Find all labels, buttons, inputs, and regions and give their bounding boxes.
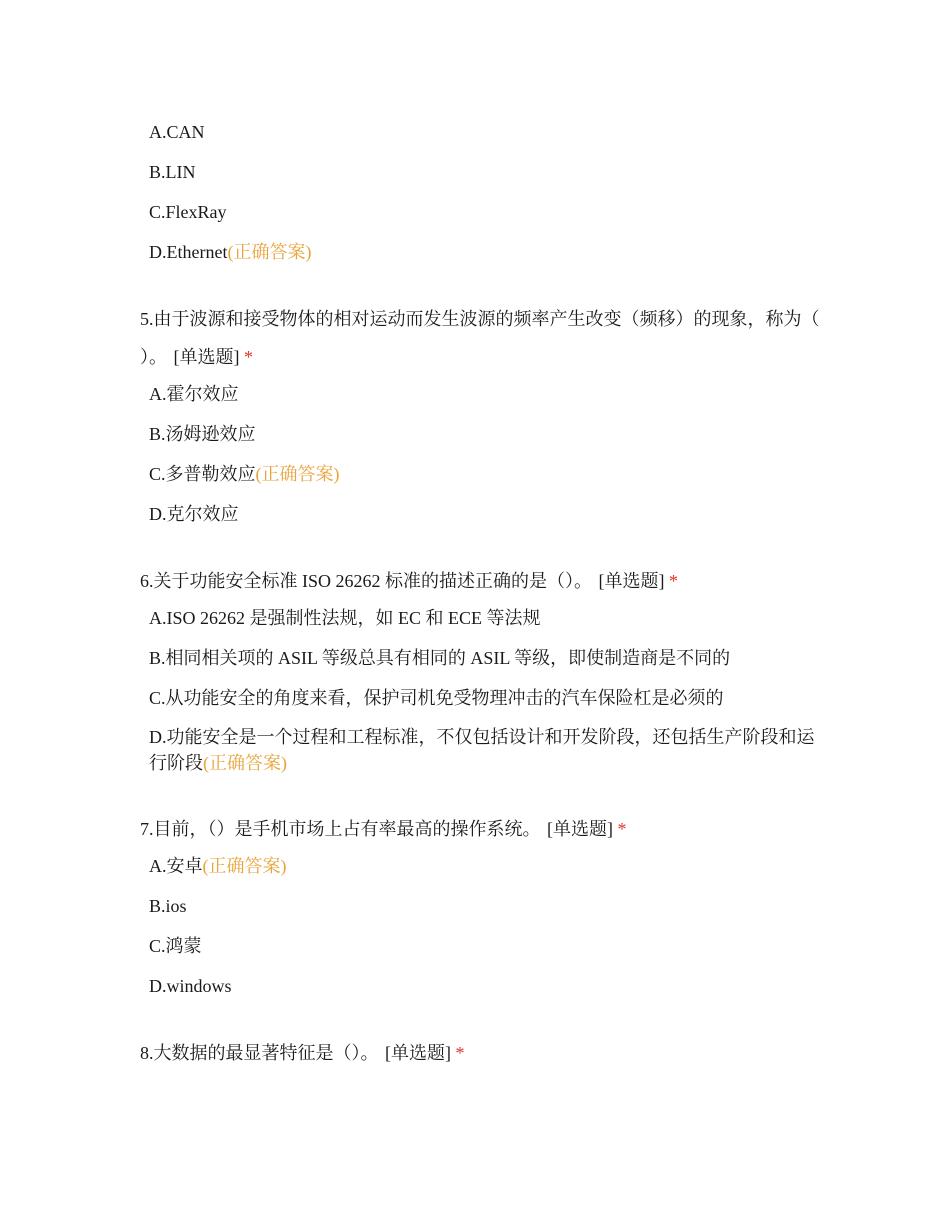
correct-answer-label: (正确答案) bbox=[255, 464, 340, 484]
q4-option-b: B.LIN bbox=[149, 162, 196, 182]
q5-options bbox=[149, 380, 820, 528]
q4-option-a: A.CAN bbox=[149, 122, 205, 142]
q6-options bbox=[149, 604, 820, 776]
q6-text: 6.关于功能安全标准 ISO 26262 标准的描述正确的是（）。 bbox=[140, 571, 593, 591]
q7-option-c: C.鸿蒙 bbox=[149, 936, 202, 956]
required-mark: * bbox=[455, 1043, 465, 1063]
q5-option-d: D.克尔效应 bbox=[149, 504, 239, 524]
q6-option-d: D.功能安全是一个过程和工程标准，不仅包括设计和开发阶段，还包括生产阶段和运行阶段(正确答案) bbox=[149, 727, 815, 773]
q6-option-c: C.从功能安全的角度来看，保护司机免受物理冲击的汽车保险杠是必须的 bbox=[149, 688, 724, 708]
q5-text: 5.由于波源和接受物体的相对运动而发生波源的频率产生改变（频移）的现象，称为（ ）。 bbox=[140, 309, 820, 367]
q7-type: [单选题] bbox=[547, 819, 613, 839]
q4-option-c: C.FlexRay bbox=[149, 202, 227, 222]
q7-question bbox=[140, 810, 820, 848]
q4-option-d: D.Ethernet(正确答案) bbox=[149, 242, 312, 262]
q5-option-a: A.霍尔效应 bbox=[149, 384, 239, 404]
q7-option-b: B.ios bbox=[149, 896, 187, 916]
q5-type: [单选题] bbox=[173, 347, 240, 367]
q6-option-a: A.ISO 26262 是强制性法规，如 EC 和 ECE 等法规 bbox=[149, 608, 541, 628]
q6-option-b: B.相同相关项的 ASIL 等级总具有相同的 ASIL 等级，即使制造商是不同的 bbox=[149, 648, 731, 668]
q4-options bbox=[149, 118, 820, 266]
q7-option-d: D.windows bbox=[149, 976, 232, 996]
q5-question bbox=[140, 300, 820, 376]
quiz-content bbox=[140, 118, 820, 1076]
q6-question bbox=[140, 562, 820, 600]
q5-option-c: C.多普勒效应(正确答案) bbox=[149, 464, 340, 484]
q5-option-b: B.汤姆逊效应 bbox=[149, 424, 256, 444]
q7-text: 7.目前，（）是手机市场上占有率最高的操作系统。 bbox=[140, 819, 541, 839]
q7-option-a: A.安卓(正确答案) bbox=[149, 856, 287, 876]
q8-type: [单选题] bbox=[385, 1043, 451, 1063]
q8-question bbox=[140, 1034, 820, 1072]
required-mark: * bbox=[617, 819, 627, 839]
q8-text: 8.大数据的最显著特征是（）。 bbox=[140, 1043, 379, 1063]
correct-answer-label: (正确答案) bbox=[203, 753, 287, 773]
q7-options bbox=[149, 852, 820, 1000]
required-mark: * bbox=[669, 571, 679, 591]
correct-answer-label: (正确答案) bbox=[202, 856, 287, 876]
correct-answer-label: (正确答案) bbox=[227, 242, 312, 262]
required-mark: * bbox=[244, 347, 253, 367]
q6-type: [单选题] bbox=[598, 571, 665, 591]
